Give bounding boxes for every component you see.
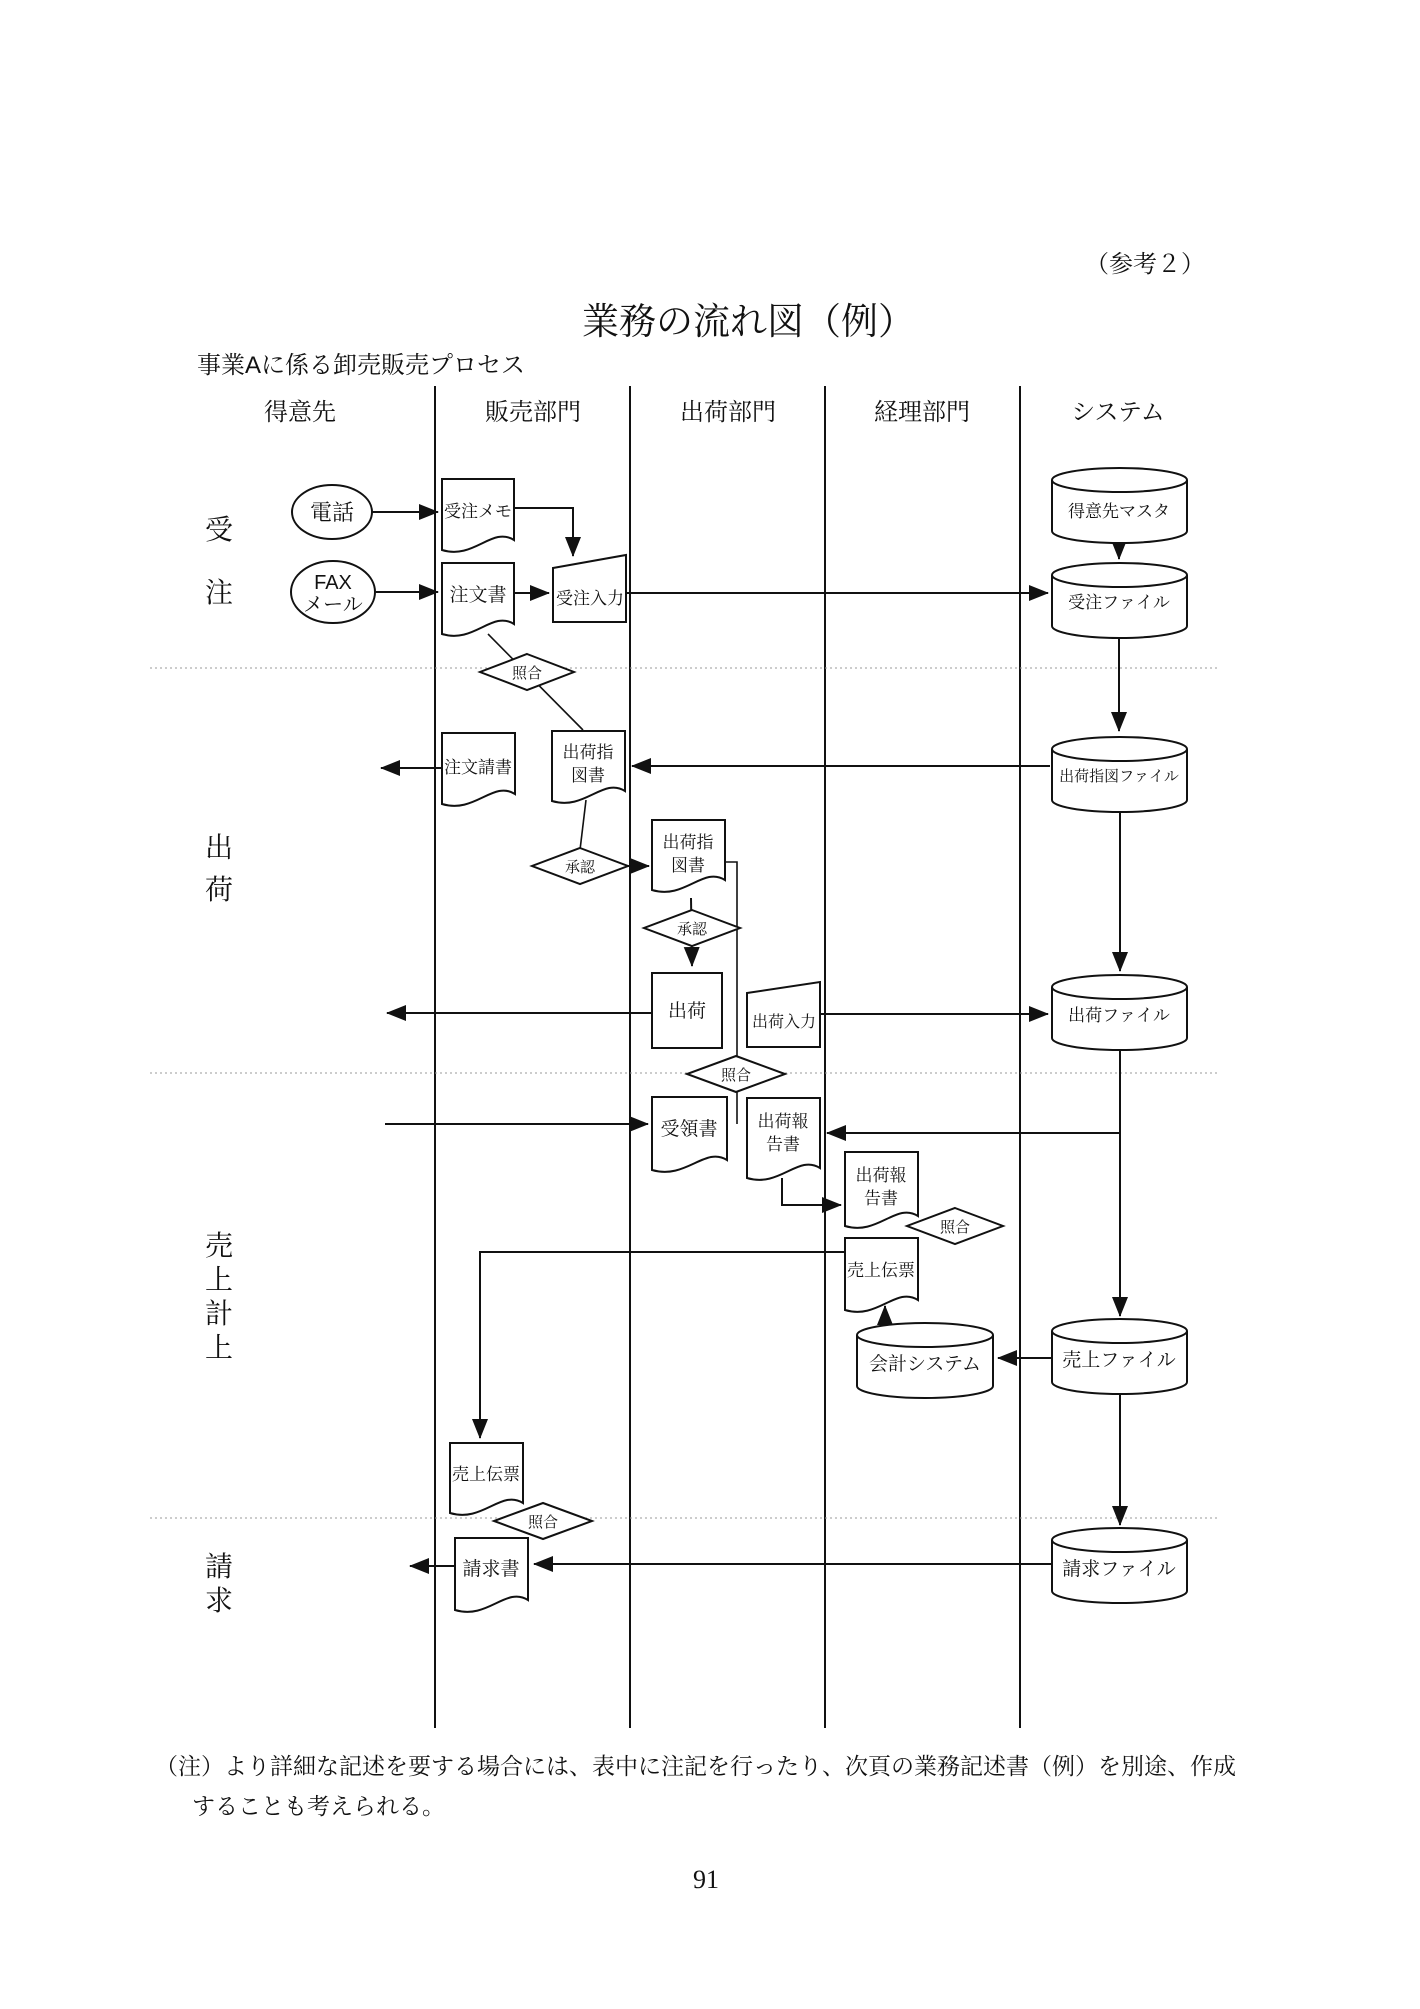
node-shipping-instruction-sales [552,731,625,803]
shipping-instruction-sales-line2: 図書 [571,766,605,785]
sales-file-label: 売上ファイル [1062,1350,1176,1371]
arrow-shipping-report-to-accounting [782,1178,841,1205]
node-billing-file [1052,1528,1187,1603]
sales-slip-accounting-label: 売上伝票 [847,1261,915,1280]
page-title: 業務の流れ図（例） [582,301,915,342]
shipping-report-accounting-line2: 告書 [864,1189,898,1208]
approval-2-label: 承認 [676,921,708,938]
node-approval-2 [644,910,740,946]
node-order-file [1052,563,1187,638]
phone-label: 電話 [309,500,355,525]
order-acknowledgment-label: 注文請書 [444,758,512,777]
node-order-acknowledgment [442,733,515,806]
page-number: 91 [693,1865,719,1894]
shipping-report-shipping-line1: 出荷報 [757,1112,809,1131]
sales-slip-sales-label: 売上伝票 [452,1465,520,1484]
node-shipping-process [652,973,722,1048]
section-order-char-1: 受 [204,514,234,545]
section-salesrec-char-2: 上 [204,1264,234,1295]
shipping-instruction-sales-line1: 出荷指 [562,743,614,762]
section-salesrec-char-4: 上 [204,1332,234,1363]
arrow-order-memo-to-order-entry [514,508,573,556]
order-form-label: 注文書 [449,585,507,606]
node-accounting-system [857,1323,993,1398]
shipping-file-cylinder-top [1052,975,1187,999]
section-salesrec-char-3: 計 [204,1298,234,1329]
shipping-process-label: 出荷 [667,1001,707,1022]
billing-file-cylinder-top [1052,1528,1187,1552]
node-matching-4 [494,1503,592,1539]
node-shipping-file [1052,975,1187,1050]
node-shipping-entry [747,982,820,1047]
lane-header-accounting-dept: 経理部門 [874,399,970,426]
node-order-form [442,563,514,636]
shipping-instruction-file-cylinder-top [1052,737,1187,761]
fax-label-line1: FAX [314,572,352,594]
node-customer-master [1052,468,1187,543]
lane-header-sales-dept: 販売部門 [485,399,581,426]
node-matching-2 [687,1056,785,1092]
billing-file-label: 請求ファイル [1062,1559,1176,1580]
line-shipinst-doc-to-approval1 [580,800,586,850]
shipping-report-shipping-line2: 告書 [766,1135,800,1154]
shipping-instruction-file-label: 出荷指図ファイル [1059,768,1179,785]
node-sales-slip-accounting [845,1238,918,1312]
lane-header-customer: 得意先 [264,399,336,426]
matching-1-label: 照合 [511,665,543,682]
order-file-cylinder-top [1052,563,1187,587]
invoice-label: 請求書 [462,1559,520,1580]
order-entry-label: 受注入力 [556,589,624,608]
node-order-memo [442,479,514,552]
section-billing-char-1: 請 [204,1551,234,1582]
section-billing-char-2: 求 [204,1585,234,1616]
sales-file-cylinder-top [1052,1319,1187,1343]
node-shipping-report-accounting [845,1152,918,1228]
accounting-system-cylinder-top [857,1323,993,1347]
matching-4-label: 照合 [527,1514,559,1531]
accounting-system-label: 会計システム [868,1354,982,1375]
lane-header-shipping-dept: 出荷部門 [680,399,776,426]
shipping-instruction-shipping-line2: 図書 [671,856,705,875]
order-memo-label: 受注メモ [444,502,512,521]
customer-master-label: 得意先マスタ [1068,502,1170,521]
node-sales-file [1052,1319,1187,1394]
node-shipping-report-shipping [747,1098,820,1180]
shipping-report-accounting-line1: 出荷報 [855,1166,907,1185]
customer-master-cylinder-top [1052,468,1187,492]
section-order-char-2: 注 [204,577,234,608]
section-salesrec-char-1: 売 [204,1230,234,1261]
reference-note: （参考２） [1085,251,1205,278]
node-matching-1 [480,654,574,690]
approval-1-label: 承認 [564,859,596,876]
shipping-instruction-shipping-line1: 出荷指 [662,833,714,852]
arrow-sales-slip-to-sales-dept [480,1252,845,1438]
lane-headers [264,399,1165,426]
shipping-entry-label: 出荷入力 [751,1014,817,1031]
node-fax-mail [291,561,375,623]
fax-label-line2: メール [303,594,363,616]
order-file-label: 受注ファイル [1068,593,1170,612]
node-order-entry [553,555,626,622]
section-shipping-char-1: 出 [204,832,234,863]
section-shipping-char-2: 荷 [204,874,234,905]
matching-3-label: 照合 [939,1219,971,1236]
footnote-line-1: （注）より詳細な記述を要する場合には、表中に注記を行ったり、次頁の業務記述書（例）を別途、作成 [155,1753,1236,1779]
node-sales-slip-sales [450,1443,523,1515]
node-shipping-instruction-shipping [652,820,725,892]
section-labels [205,514,233,1616]
node-approval-1 [532,848,628,884]
lane-header-system: システム [1071,399,1165,426]
page-subtitle: 事業Aに係る卸売販売プロセス [197,352,526,379]
node-phone [292,485,372,539]
shipping-file-label: 出荷ファイル [1068,1006,1170,1025]
node-receipt [652,1097,727,1172]
footnote-line-2: することも考えられる。 [192,1793,445,1819]
receipt-label: 受領書 [660,1119,718,1140]
node-shipping-instruction-file [1052,737,1187,812]
node-matching-3 [907,1208,1003,1244]
node-invoice [455,1538,528,1612]
matching-2-label: 照合 [720,1067,752,1084]
